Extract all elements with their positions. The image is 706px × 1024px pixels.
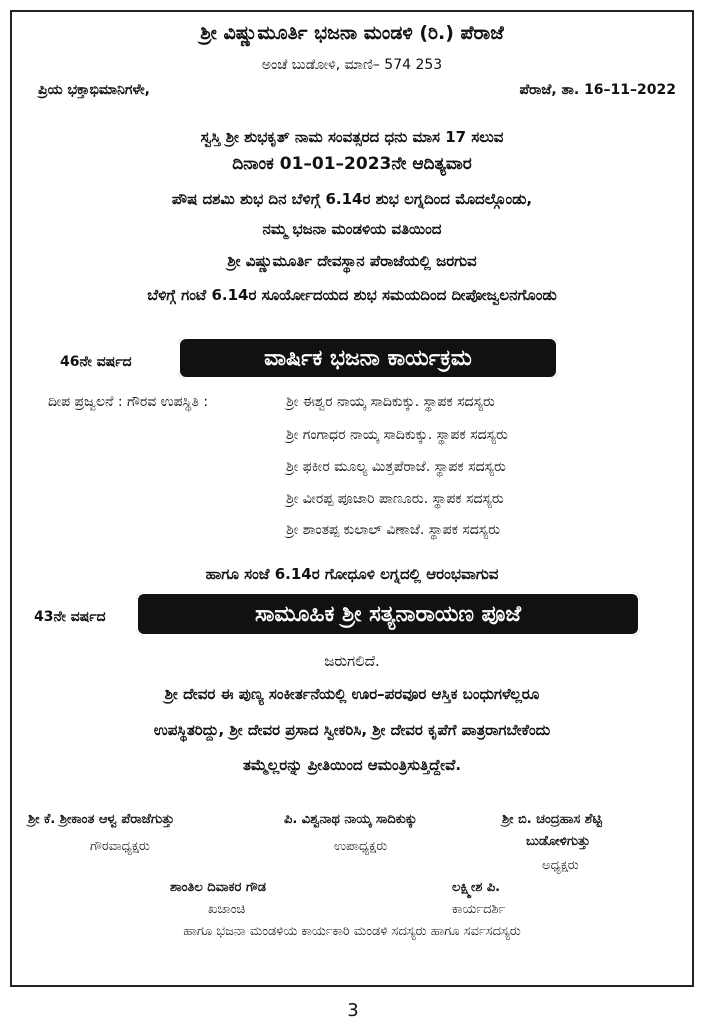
page-number: 3 <box>347 1000 359 1021</box>
event2-banner <box>136 592 640 636</box>
closing-line-2: ಶ್ರೀ ದೇವರ ಈ ಪುಣ್ಯ ಸಂಕೀರ್ತನೆಯಲ್ಲಿ ಊರ–ಪರವೂರ ಆಸ್ತಿಕ ಬಂಧುಗಳೆಲ್ಲರೂ <box>164 685 540 703</box>
signatory-3-name: ಶ್ರೀ ಬಿ. ಚಂದ್ರಹಾಸ ಶೆಟ್ಟಿ <box>502 812 602 827</box>
place-date: ಪೆರಾಜೆ, ತಾ. 16–11–2022 <box>519 82 676 98</box>
event1-banner-text: ವಾರ್ಷಿಕ ಭಜನಾ ಕಾರ್ಯಕ್ರಮ <box>264 345 472 371</box>
signatory-4-role: ಖಜಾಂಚಿ <box>208 902 246 917</box>
salutation: ಪ್ರಿಯ ಭಕ್ತಾಭಿಮಾನಿಗಳೇ, <box>38 82 150 98</box>
signatory-3-role: ಅಧ್ಯಕ್ಷರು <box>542 858 579 873</box>
signatory-5-name: ಲಕ್ಷ್ಮೀಶ ಪಿ. <box>452 880 501 895</box>
closing-line-1: ಜರುಗಲಿದೆ. <box>324 652 380 670</box>
signatory-5-role: ಕಾರ್ಯದರ್ಶಿ <box>452 902 506 917</box>
closing-line-4: ತಮ್ಮೆಲ್ಲರನ್ನು ಪ್ರೀತಿಯಿಂದ ಆಮಂತ್ರಿಸುತ್ತಿದ್ದೇವೆ. <box>242 756 462 774</box>
lamp-label: ದೀಪ ಪ್ರಜ್ವಲನೆ : ಗೌರವ ಉಪಸ್ಥಿತಿ : <box>48 394 209 410</box>
org-address: ಅಂಚೆ ಬುಡೋಳಿ, ಮಾಣಿ– 574 253 <box>261 57 443 73</box>
intro-line-5: ಶ್ರೀ ವಿಷ್ಣುಮೂರ್ತಿ ದೇವಸ್ಥಾನ ಪೆರಾಜೆಯಲ್ಲಿ ಜರಗುವ <box>227 252 477 270</box>
guest-3: ಶ್ರೀ ಫಕೀರ ಮೂಲ್ಯ ಮಿತ್ತಪೆರಾಜೆ. ಸ್ಥಾಪಕ ಸದಸ್ಯರು <box>286 459 506 475</box>
event-date: ದಿನಾಂಕ 01–01–2023ನೇ ಆದಿತ್ಯವಾರ <box>232 154 472 174</box>
event2-banner-text: ಸಾಮೂಹಿಕ ಶ್ರೀ ಸತ್ಯನಾರಾಯಣ ಪೂಜೆ <box>254 601 522 627</box>
signatory-3-place: ಬುಡೋಳಿಗುತ್ತು <box>526 834 591 849</box>
intro-line-4: ನಮ್ಮ ಭಜನಾ ಮಂಡಳಿಯ ವತಿಯಿಂದ <box>262 220 442 238</box>
signatory-1-role: ಗೌರವಾಧ್ಯಕ್ಷರು <box>90 839 150 854</box>
signatory-2-role: ಉಪಾಧ್ಯಕ್ಷರು <box>334 839 388 854</box>
guest-5: ಶ್ರೀ ಶಾಂತಪ್ಪ ಕುಲಾಲ್ ವಿಣಾಜೆ. ಸ್ಥಾಪಕ ಸದಸ್ಯರು <box>286 522 501 538</box>
intro-line-6: ಬೆಳಿಗ್ಗೆ ಗಂಟೆ 6.14ರ ಸೂರ್ಯೋದಯದ ಶುಭ ಸಮಯದಿಂದ ದೀಪೋಜ್ವಲನಗೊಂಡು <box>147 286 557 304</box>
members-footer: ಹಾಗೂ ಭಜನಾ ಮಂಡಳಿಯ ಕಾರ್ಯಕಾರಿ ಮಂಡಳಿ ಸದಸ್ಯರು ಹಾಗೂ ಸರ್ವಸದಸ್ಯರು <box>183 924 521 939</box>
event1-banner <box>178 337 558 379</box>
page-border <box>10 10 694 987</box>
guest-4: ಶ್ರೀ ವೀರಪ್ಪ ಪೂಜಾರಿ ಪಾಣೂರು. ಸ್ಥಾಪಕ ಸದಸ್ಯರು <box>286 491 504 507</box>
event2-year: 43ನೇ ವರ್ಷದ <box>34 609 106 625</box>
event1-year: 46ನೇ ವರ್ಷದ <box>60 354 132 370</box>
closing-line-3: ಉಪಸ್ಥಿತರಿದ್ದು, ಶ್ರೀ ದೇವರ ಪ್ರಸಾದ ಸ್ವೀಕರಿಸಿ, ಶ್ರೀ ದೇವರ ಕೃಪೆಗೆ ಪಾತ್ರರಾಗಬೇಕೆಂದು <box>153 721 551 739</box>
guest-1: ಶ್ರೀ ಈಶ್ವರ ನಾಯ್ಕ ಸಾದಿಕುಕ್ಕು. ಸ್ಥಾಪಕ ಸದಸ್ಯರು <box>286 394 495 410</box>
guest-2: ಶ್ರೀ ಗಂಗಾಧರ ನಾಯ್ಕ ಸಾದಿಕುಕ್ಕು. ಸ್ಥಾಪಕ ಸದಸ್ಯರು <box>286 427 508 443</box>
intro-line-3: ಪೌಷ ದಶಮಿ ಶುಭ ದಿನ ಬೆಳಿಗ್ಗೆ 6.14ರ ಶುಭ ಲಗ್ನದಿಂದ ಮೊದಲ್ಗೊಂಡು, <box>171 190 533 208</box>
org-title: ಶ್ರೀ ವಿಷ್ಣುಮೂರ್ತಿ ಭಜನಾ ಮಂಡಳಿ (ರಿ.) ಪೆರಾಜೆ <box>200 22 504 44</box>
signatory-1-name: ಶ್ರೀ ಕೆ. ಶ್ರೀಕಾಂತ ಆಳ್ವ ಪೆರಾಜೆಗುತ್ತು <box>28 812 175 827</box>
signatory-4-name: ಶಾಂತಿಲ ದಿವಾಕರ ಗೌಡ <box>170 880 267 895</box>
signatory-2-name: ಪಿ. ವಿಶ್ವನಾಥ ನಾಯ್ಕ ಸಾದಿಕುಕ್ಕು <box>284 812 417 827</box>
intro-line-1: ಸ್ವಸ್ತಿ ಶ್ರೀ ಶುಭಕೃತ್ ನಾಮ ಸಂವತ್ಸರದ ಧನು ಮಾಸ 17 ಸಲುವ <box>200 128 504 146</box>
evening-line: ಹಾಗೂ ಸಂಜೆ 6.14ರ ಗೋಧೂಳಿ ಲಗ್ನದಲ್ಲಿ ಆರಂಭವಾಗುವ <box>205 565 499 583</box>
